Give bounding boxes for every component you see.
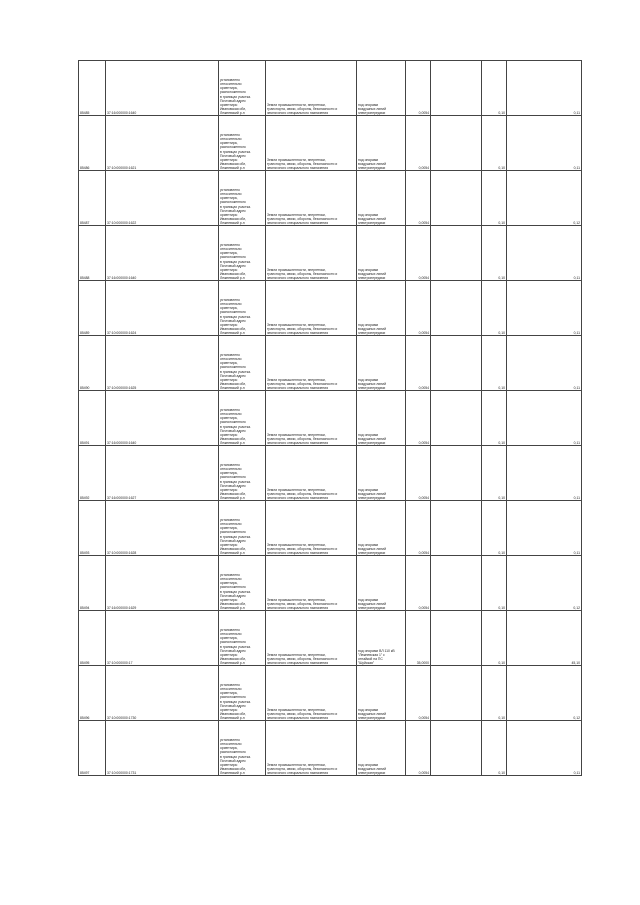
location-description: установлено относительно ориентира, расположенного в границах участка. Почтовый адрес ориентира: Ивановская обл, Лежневский р-н [219,281,266,336]
row-number: 85489 [79,281,106,336]
total-value: 0,11 [507,721,582,776]
rate-value: 0,10 [482,336,507,391]
row-number: 85494 [79,556,106,611]
permitted-use: под опорами воздушных линий электропередачи [357,61,406,116]
land-category: Земли промышленности, энергетики, транспорта, связи, обороны, безопасности и земли иного специального назначения [266,721,357,776]
total-value: 0,11 [507,116,582,171]
cadastral-number: 37:10:000000:1628 [106,501,219,556]
table-row [79,611,582,666]
rate-value: 0,10 [482,116,507,171]
permitted-use: под опорами воздушных линий электропередачи [357,446,406,501]
table-row [79,226,582,281]
cadastral-number: 37:16:000000:1640 [106,391,219,446]
rate-value: 0,10 [482,171,507,226]
rate-value: 0,10 [482,501,507,556]
location-description: установлено относительно ориентира, расположенного в границах участка. Почтовый адрес ориентира: Ивановская обл, Лежневский р-н [219,61,266,116]
area-value: 0,0054 [406,666,431,721]
permitted-use: под опорами воздушных линий электропередачи [357,116,406,171]
table-row [79,61,582,116]
total-value: 0,11 [507,336,582,391]
rate-value: 0,10 [482,611,507,666]
cadastral-number: 37:10:000000:1731 [106,721,219,776]
area-value: 0,0054 [406,336,431,391]
location-description: установлено относительно ориентира, расположенного в границах участка. Почтовый адрес ориентира: Ивановская обл, Лежневский р-н [219,611,266,666]
table-row [79,391,582,446]
row-number: 85490 [79,336,106,391]
empty-cell [431,391,482,446]
empty-cell [431,611,482,666]
row-number: 85491 [79,391,106,446]
land-category: Земли промышленности, энергетики, транспорта, связи, обороны, безопасности и земли иного специального назначения [266,226,357,281]
empty-cell [431,501,482,556]
land-category: Земли промышленности, энергетики, транспорта, связи, обороны, безопасности и земли иного специального назначения [266,501,357,556]
row-number: 85485 [79,61,106,116]
area-value: 0,0054 [406,281,431,336]
total-value: 45,10 [507,611,582,666]
empty-cell [431,61,482,116]
rate-value: 0,10 [482,556,507,611]
land-category: Земли промышленности, энергетики, транспорта, связи, обороны, безопасности и земли иного специального назначения [266,446,357,501]
rate-value: 0,10 [482,446,507,501]
cadastral-number: 37:10:000000:17 [106,611,219,666]
cadastral-number: 37:16:000000:1627 [106,446,219,501]
location-description: установлено относительно ориентира, расположенного в границах участка. Почтовый адрес ориентира: Ивановская обл, Лежневский р-н [219,666,266,721]
permitted-use: под опорами воздушных линий электропередачи [357,721,406,776]
table-row [79,556,582,611]
permitted-use: под опорами воздушных линий электропередачи [357,666,406,721]
land-category: Земли промышленности, энергетики, транспорта, связи, обороны, безопасности и земли иного специального назначения [266,336,357,391]
land-category: Земли промышленности, энергетики, транспорта, связи, обороны, безопасности и земли иного специального назначения [266,611,357,666]
table-row [79,721,582,776]
cadastral-number: 37:16:000000:1629 [106,556,219,611]
location-description: установлено относительно ориентира, расположенного в границах участка. Почтовый адрес ориентира: Ивановская обл, Лежневский р-н [219,336,266,391]
empty-cell [431,556,482,611]
empty-cell [431,226,482,281]
area-value: 0,0054 [406,501,431,556]
row-number: 85495 [79,611,106,666]
row-number: 85496 [79,666,106,721]
cadastral-number: 37:10:000000:1730 [106,666,219,721]
land-category: Земли промышленности, энергетики, транспорта, связи, обороны, безопасности и земли иного специального назначения [266,61,357,116]
table-row [79,446,582,501]
rate-value: 0,10 [482,61,507,116]
total-value: 0,11 [507,446,582,501]
table-row [79,501,582,556]
area-value: 0,0054 [406,61,431,116]
area-value: 0,0054 [406,226,431,281]
total-value: 0,11 [507,501,582,556]
location-description: установлено относительно ориентира, расположенного в границах участка. Почтовый адрес ориентира: Ивановская обл, Лежневский р-н [219,501,266,556]
row-number: 85497 [79,721,106,776]
total-value: 0,11 [507,281,582,336]
empty-cell [431,171,482,226]
area-value: 0,0054 [406,171,431,226]
row-number: 85486 [79,116,106,171]
cadastral-number: 37:10:000000:1621 [106,116,219,171]
table-row [79,281,582,336]
total-value: 0,11 [507,61,582,116]
rate-value: 0,10 [482,721,507,776]
cadastral-number: 37:10:000000:1624 [106,281,219,336]
permitted-use: под опорами воздушных линий электропередачи [357,391,406,446]
total-value: 0,12 [507,171,582,226]
empty-cell [431,666,482,721]
cadastral-number: 37:10:000000:1622 [106,171,219,226]
land-category: Земли промышленности, энергетики, транспорта, связи, обороны, безопасности и земли иного специального назначения [266,391,357,446]
location-description: установлено относительно ориентира, расположенного в границах участка. Почтовый адрес ориентира: Ивановская обл, Лежневский р-н [219,226,266,281]
empty-cell [431,116,482,171]
land-plot-table [78,60,582,776]
rate-value: 0,10 [482,666,507,721]
table-body [79,61,582,776]
land-category: Земли промышленности, энергетики, транспорта, связи, обороны, безопасности и земли иного специального назначения [266,116,357,171]
permitted-use: под опорами воздушных линий электропередачи [357,171,406,226]
total-value: 0,12 [507,556,582,611]
row-number: 85493 [79,501,106,556]
row-number: 85487 [79,171,106,226]
area-value: 0,0054 [406,391,431,446]
location-description: установлено относительно ориентира, расположенного в границах участка. Почтовый адрес ориентира: Ивановская обл, Лежневский р-н [219,446,266,501]
area-value: 35,0000 [406,611,431,666]
location-description: установлено относительно ориентира, расположенного в границах участка. Почтовый адрес ориентира: Ивановская обл, Лежневский р-н [219,171,266,226]
area-value: 0,0054 [406,721,431,776]
empty-cell [431,281,482,336]
permitted-use: под опорами воздушных линий электропередачи [357,556,406,611]
document-sheet [78,60,580,776]
empty-cell [431,721,482,776]
permitted-use: под опорами воздушных линий электропередачи [357,226,406,281]
area-value: 0,0054 [406,116,431,171]
location-description: установлено относительно ориентира, расположенного в границах участка. Почтовый адрес ориентира: Ивановская обл, Лежневский р-н [219,116,266,171]
permitted-use: под опорами ВЛ 110 кВ "Лежневская 1" с отпайкой на ПС "Шуйская" [357,611,406,666]
table-row [79,116,582,171]
cadastral-number: 37:16:000000:1640 [106,226,219,281]
land-category: Земли промышленности, энергетики, транспорта, связи, обороны, безопасности и земли иного специального назначения [266,171,357,226]
total-value: 0,12 [507,666,582,721]
row-number: 85488 [79,226,106,281]
area-value: 0,0054 [406,556,431,611]
permitted-use: под опорами воздушных линий электропередачи [357,501,406,556]
location-description: установлено относительно ориентира, расположенного в границах участка. Почтовый адрес ориентира: Ивановская обл, Лежневский р-н [219,391,266,446]
table-row [79,666,582,721]
land-category: Земли промышленности, энергетики, транспорта, связи, обороны, безопасности и земли иного специального назначения [266,556,357,611]
land-category: Земли промышленности, энергетики, транспорта, связи, обороны, безопасности и земли иного специального назначения [266,281,357,336]
cadastral-number: 37:10:000000:1625 [106,336,219,391]
row-number: 85492 [79,446,106,501]
table-row [79,171,582,226]
location-description: установлено относительно ориентира, расположенного в границах участка. Почтовый адрес ориентира: Ивановская обл, Лежневский р-н [219,721,266,776]
location-description: установлено относительно ориентира, расположенного в границах участка. Почтовый адрес ориентира: Ивановская обл, Лежневский р-н [219,556,266,611]
land-category: Земли промышленности, энергетики, транспорта, связи, обороны, безопасности и земли иного специального назначения [266,666,357,721]
rate-value: 0,10 [482,391,507,446]
total-value: 0,11 [507,391,582,446]
cadastral-number: 37:16:000000:1640 [106,61,219,116]
permitted-use: под опорами воздушных линий электропередачи [357,336,406,391]
empty-cell [431,336,482,391]
permitted-use: под опорами воздушных линий электропередачи [357,281,406,336]
table-row [79,336,582,391]
rate-value: 0,10 [482,281,507,336]
total-value: 0,11 [507,226,582,281]
rate-value: 0,10 [482,226,507,281]
area-value: 0,0054 [406,446,431,501]
empty-cell [431,446,482,501]
